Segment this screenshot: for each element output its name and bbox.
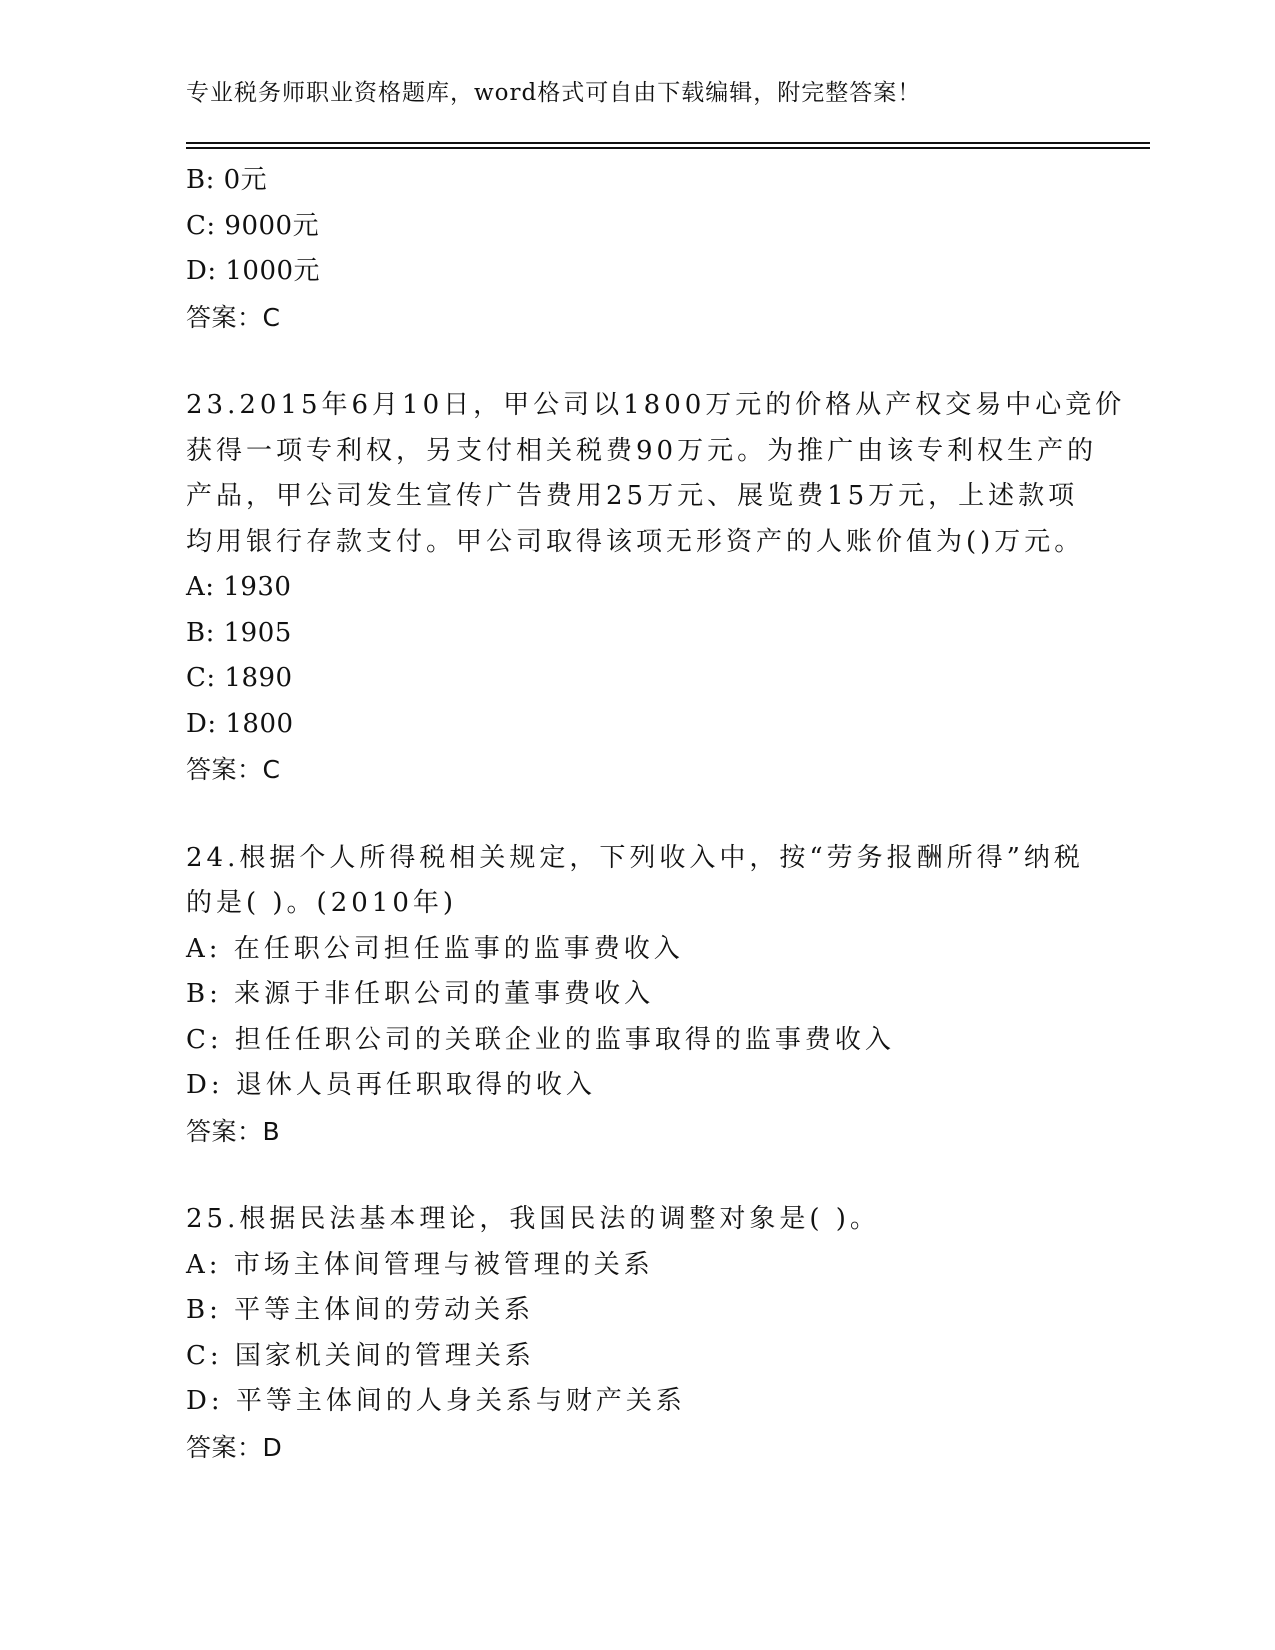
option-b: B: 平等主体间的劳动关系 xyxy=(186,1295,535,1325)
option-a: A: 在任职公司担任监事的监事费收入 xyxy=(186,933,684,964)
option-c: C: 国家机关间的管理关系 xyxy=(186,1340,535,1371)
option-a: A: 市场主体间管理与被管理的关系 xyxy=(186,1249,654,1280)
option-a: A: 1930 xyxy=(186,572,292,602)
answer-line: 答案：C xyxy=(186,302,281,332)
answer-line: 答案：B xyxy=(186,1116,281,1146)
question-stem: 24.根据个人所得税相关规定，下列收入中，按“劳务报酬所得”纳税 xyxy=(186,842,1084,873)
question-22 xyxy=(186,158,1086,340)
option-d: D: 退休人员再任职取得的收入 xyxy=(186,1070,596,1100)
answer-line: 答案：D xyxy=(186,1432,283,1462)
question-23 xyxy=(186,383,1126,793)
question-stem: 均用银行存款支付。甲公司取得该项无形资产的人账价值为()万元。 xyxy=(186,526,1085,557)
option-c: C: 1890 xyxy=(186,663,293,693)
page-header: 专业税务师职业资格题库，word格式可自由下载编辑，附完整答案！ xyxy=(186,80,922,106)
question-stem: 25.根据民法基本理论，我国民法的调整对象是( )。 xyxy=(186,1204,880,1234)
option-c: C: 9000元 xyxy=(186,210,320,241)
question-stem: 的是( )。(2010年) xyxy=(186,888,458,918)
header-divider-bottom xyxy=(186,147,1150,149)
option-b: B: 来源于非任职公司的董事费收入 xyxy=(186,979,655,1009)
question-stem: 23.2015年6月10日，甲公司以1800万元的价格从产权交易中心竞价 xyxy=(186,390,1126,420)
question-stem: 获得一项专利权，另支付相关税费90万元。为推广由该专利权生产的 xyxy=(186,435,1098,466)
option-d: D: 1800 xyxy=(186,708,294,739)
answer-line: 答案：C xyxy=(186,755,281,784)
question-25 xyxy=(186,1197,1086,1470)
option-d: D: 1000元 xyxy=(186,256,321,286)
question-stem: 产品，甲公司发生宣传广告费用25万元、展览费15万元，上述款项 xyxy=(186,481,1079,511)
header-divider-top xyxy=(186,142,1150,144)
option-b: B: 0元 xyxy=(186,165,268,195)
option-d: D: 平等主体间的人身关系与财产关系 xyxy=(186,1386,686,1416)
question-content xyxy=(186,158,1126,1470)
option-c: C: 担任任职公司的关联企业的监事取得的监事费收入 xyxy=(186,1024,895,1055)
option-b: B: 1905 xyxy=(186,617,292,648)
question-24 xyxy=(186,836,1086,1155)
